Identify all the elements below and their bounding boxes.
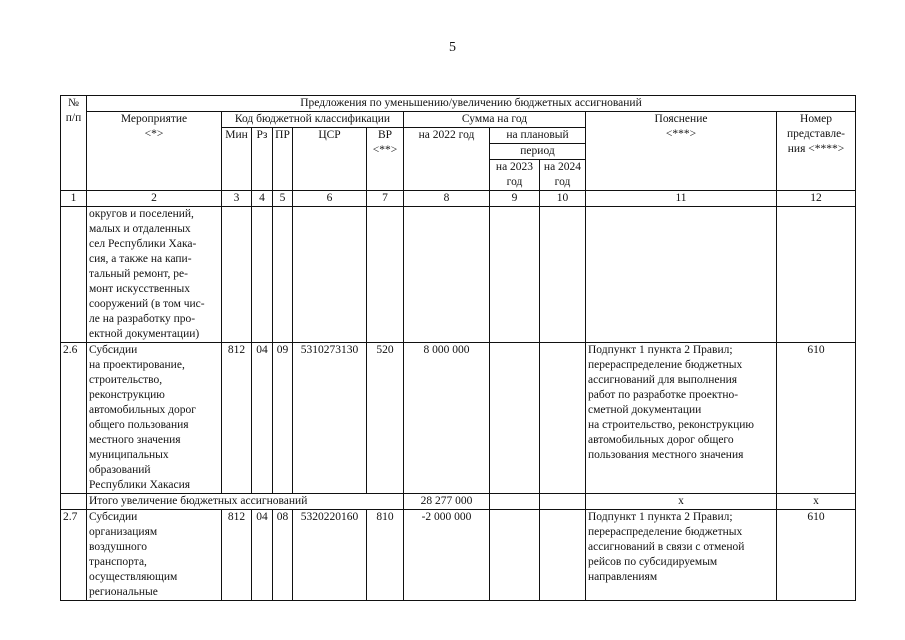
col-number: 10 [540, 191, 586, 207]
budget-allocation-table [60, 95, 856, 601]
cell-pres [777, 207, 856, 343]
cell-event: округов и поселений, малых и отдаленных сел Республики Хака- сия, а также на капи- тальный ремонт, ре- монт искусственных сооружений (в том чис- ле на разработку про- ектной документации) [87, 207, 222, 343]
col-number: 12 [777, 191, 856, 207]
total-presentation: x [777, 494, 856, 510]
cell-rz [252, 207, 273, 343]
cell-expl: Подпункт 1 пункта 2 Правил; перераспределение бюджетных ассигнований в связи с отменой рейсов по субсидируемым направлениям [586, 510, 777, 601]
header-year-2024: на 2024 год [540, 160, 586, 191]
col-number: 8 [404, 191, 490, 207]
cell-num: 2.6 [61, 343, 87, 494]
cell-y2022 [404, 207, 490, 343]
total-row [61, 494, 856, 510]
header-plan-period: период [490, 144, 586, 160]
header-plan-period-line: на плановый [490, 128, 586, 144]
table-row [61, 207, 856, 343]
cell-y2023 [490, 494, 540, 510]
cell-y2022: -2 000 000 [404, 510, 490, 601]
column-numbers-row [61, 191, 856, 207]
cell-y2024 [540, 343, 586, 494]
cell-y2023 [490, 343, 540, 494]
col-number: 11 [586, 191, 777, 207]
header-vr: ВР <**> [367, 128, 404, 191]
col-number: 1 [61, 191, 87, 207]
header-num-text: № п/п [65, 97, 82, 124]
cell-vr: 520 [367, 343, 404, 494]
total-label: Итого увеличение бюджетных ассигнований [87, 494, 404, 510]
cell-num [61, 207, 87, 343]
header-rz: Рз [252, 128, 273, 191]
header-presentation-number: Номер представле- ния <****> [777, 112, 856, 191]
cell-y2024 [540, 494, 586, 510]
col-number: 5 [273, 191, 293, 207]
cell-pres: 610 [777, 510, 856, 601]
cell-vr: 810 [367, 510, 404, 601]
cell-csr: 5310273130 [293, 343, 367, 494]
cell-rz: 04 [252, 343, 273, 494]
cell-event: Субсидии на проектирование, строительство, реконструкцию автомобильных дорог общего пользования местного значения муниципальных образований Республики Хакасия [87, 343, 222, 494]
col-number: 2 [87, 191, 222, 207]
cell-expl [586, 207, 777, 343]
cell-expl: Подпункт 1 пункта 2 Правил; перераспределение бюджетных ассигнований для выполнения работ по разработке проектно- сметной документации на строительство, реконструкцию автомобильных дорог общего пользования местного значения [586, 343, 777, 494]
cell-csr: 5320220160 [293, 510, 367, 601]
header-event: Мероприятие <*> [87, 112, 222, 191]
col-number: 7 [367, 191, 404, 207]
col-number: 3 [222, 191, 252, 207]
cell-min: 812 [222, 510, 252, 601]
header-group-title: Предложения по уменьшению/увеличению бюджетных ассигнований [87, 96, 856, 112]
header-year-2022: на 2022 год [404, 128, 490, 191]
header-pr: ПР [273, 128, 293, 191]
cell-csr [293, 207, 367, 343]
header-sum-title: Сумма на год [404, 112, 586, 128]
col-number: 4 [252, 191, 273, 207]
cell-pr [273, 207, 293, 343]
cell-pres: 610 [777, 343, 856, 494]
col-number: 9 [490, 191, 540, 207]
header-min: Мин [222, 128, 252, 191]
cell-y2023 [490, 510, 540, 601]
cell-min: 812 [222, 343, 252, 494]
header-explanation: Пояснение <***> [586, 112, 777, 191]
cell-pr: 08 [273, 510, 293, 601]
cell-pr: 09 [273, 343, 293, 494]
header-year-2023: на 2023 год [490, 160, 540, 191]
cell-y2023 [490, 207, 540, 343]
cell-event: Субсидии организациям воздушного транспорта, осуществляющим региональные [87, 510, 222, 601]
cell-num [61, 494, 87, 510]
cell-min [222, 207, 252, 343]
cell-y2022: 8 000 000 [404, 343, 490, 494]
table-row [61, 510, 856, 601]
cell-rz: 04 [252, 510, 273, 601]
cell-y2024 [540, 207, 586, 343]
page-number: 5 [449, 40, 456, 55]
col-number: 6 [293, 191, 367, 207]
header-num [61, 96, 87, 191]
cell-num: 2.7 [61, 510, 87, 601]
header-csr: ЦСР [293, 128, 367, 191]
total-explanation: x [586, 494, 777, 510]
total-y2022: 28 277 000 [404, 494, 490, 510]
cell-y2024 [540, 510, 586, 601]
table-row [61, 343, 856, 494]
header-code-title: Код бюджетной классификации [222, 112, 404, 128]
cell-vr [367, 207, 404, 343]
